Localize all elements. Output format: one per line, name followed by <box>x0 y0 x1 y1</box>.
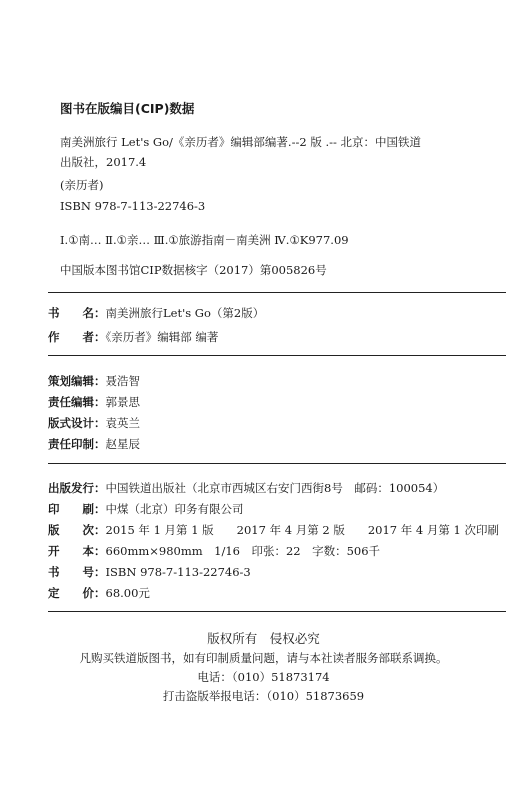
divider-4 <box>48 611 506 612</box>
book-title-label: 书 名： <box>48 306 106 320</box>
printer-row <box>48 502 244 516</box>
isbn-value: ISBN 978-7-113-22746-3 <box>105 565 251 579</box>
book-title-value: 南美洲旅行Let's Go（第2版） <box>105 306 265 320</box>
cip-classification: Ⅰ.①南… Ⅱ.①亲… Ⅲ.①旅游指南－南美洲 Ⅳ.①K977.09 <box>60 233 349 247</box>
price-value: 68.00元 <box>105 586 150 600</box>
cip-isbn: ISBN 978-7-113-22746-3 <box>60 199 206 213</box>
divider-3 <box>48 463 506 464</box>
cip-heading: 图书在版编目(CIP)数据 <box>60 101 195 116</box>
copyright-notice: 凡购买铁道版图书，如有印制质量问题，请与本社读者服务部联系调换。 <box>79 651 448 665</box>
layout-design-value: 袁英兰 <box>105 416 140 430</box>
printer-value: 中煤（北京）印务有限公司 <box>105 502 244 516</box>
printer-label: 印 刷： <box>48 502 106 516</box>
cip-line-2: 出版社，2017.4 <box>60 155 147 169</box>
publisher-label: 出版发行： <box>48 481 106 495</box>
responsible-editor-value: 郭景思 <box>105 395 140 409</box>
service-phone: 电话：（010）51873174 <box>197 670 330 684</box>
edition-row <box>48 523 499 537</box>
publisher-value: 中国铁道出版社（北京市西城区右安门西街8号 邮码：100054） <box>105 481 445 495</box>
responsible-editor-label: 责任编辑： <box>48 395 106 409</box>
editor-row <box>48 437 140 451</box>
edition-label: 版 次： <box>48 523 106 537</box>
edition-value: 2015 年 1 月第 1 版 2017 年 4 月第 2 版 2017 年 4 月第 1 次印刷 <box>105 523 500 537</box>
price-label: 定 价： <box>48 586 106 600</box>
divider-1 <box>48 292 506 293</box>
isbn-label: 书 号： <box>48 565 106 579</box>
book-title-row <box>48 306 264 320</box>
cip-number: 中国版本图书馆CIP数据核字（2017）第005826号 <box>60 263 327 277</box>
piracy-phone: 打击盗版举报电话：（010）51873659 <box>162 689 365 703</box>
layout-design-label: 版式设计： <box>48 416 106 430</box>
cip-line-3: (亲历者) <box>60 178 104 192</box>
book-author-label: 作 者： <box>48 330 106 344</box>
planning-editor-label: 策划编辑： <box>48 374 106 388</box>
format-label: 开 本： <box>48 544 106 558</box>
publisher-row <box>48 481 444 495</box>
editor-row <box>48 395 140 409</box>
print-supervisor-label: 责任印制： <box>48 437 106 451</box>
price-row <box>48 586 150 600</box>
planning-editor-value: 聂浩智 <box>105 374 140 388</box>
copyright-title: 版权所有 侵权必究 <box>207 631 320 646</box>
format-row <box>48 544 380 558</box>
isbn-row <box>48 565 251 579</box>
format-value: 660mm×980mm 1/16 印张：22 字数：506千 <box>105 544 381 558</box>
book-author-value: 《亲历者》编辑部 编著 <box>105 330 219 344</box>
cip-line-1: 南美洲旅行 Let's Go/《亲历者》编辑部编著.--2 版 .-- 北京：中国铁道 <box>60 135 422 149</box>
print-supervisor-value: 赵星辰 <box>105 437 140 451</box>
editor-row <box>48 416 140 430</box>
editor-row <box>48 374 140 388</box>
book-author-row <box>48 330 218 344</box>
divider-2 <box>48 355 506 356</box>
